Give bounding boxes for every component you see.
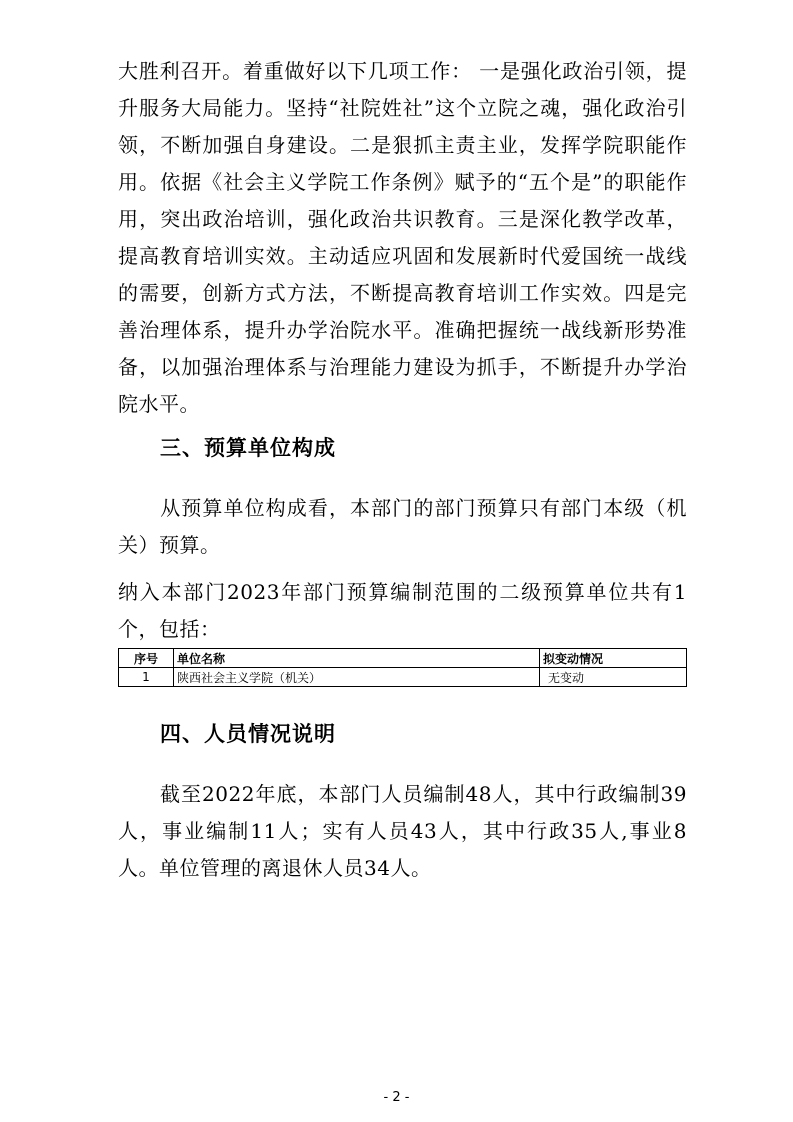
intro-paragraph: 大胜利召开。着重做好以下几项工作： 一是强化政治引领，提升服务大局能力。坚持“社院姓社”这个立院之魂，强化政治引领，不断加强自身建设。二是狠抓主责主业，发挥学院职能作用。依据《社会主义学院工作条例》赋予的“五个是”的职能作用，突出政治培训，强化政治共识教育。三是深化教学改革，提高教育培训实效。主动适应巩固和发展新时代爱国统一战线的需要，创新方式方法，不断提高教育培训工作实效。四是完善治理体系，提升办学治院水平。准确把握统一战线新形势准备，以加强治理体系与治理能力建设为抓手，不断提升办学治院水平。 (118, 59, 687, 416)
page-number: - 2 - (383, 1090, 410, 1105)
col-header-change: 拟变动情况 (540, 649, 687, 668)
cell-change: 无变动 (540, 668, 687, 687)
cell-index: 1 (119, 668, 174, 687)
table-row (119, 668, 687, 687)
table-header-row (119, 649, 687, 668)
section4-paragraph: 截至2022年底，本部门人员编制48人，其中行政编制39人，事业编制11人；实有人员43人，其中行政35人,事业8人。单位管理的离退休人员34人。 (118, 782, 687, 880)
budget-units-table (118, 648, 687, 687)
col-header-unit-name: 单位名称 (174, 649, 540, 668)
section3-paragraph1: 从预算单位构成看，本部门的部门预算只有部门本级（机关）预算。 (118, 496, 687, 557)
col-header-index: 序号 (119, 649, 174, 668)
section4-heading: 四、人员情况说明 (160, 722, 336, 746)
cell-unit-name: 陕西社会主义学院（机关） (174, 668, 540, 687)
section3-heading: 三、预算单位构成 (160, 436, 336, 460)
section3-paragraph2: 纳入本部门2023年部门预算编制范围的二级预算单位共有1个，包括： (118, 580, 687, 641)
